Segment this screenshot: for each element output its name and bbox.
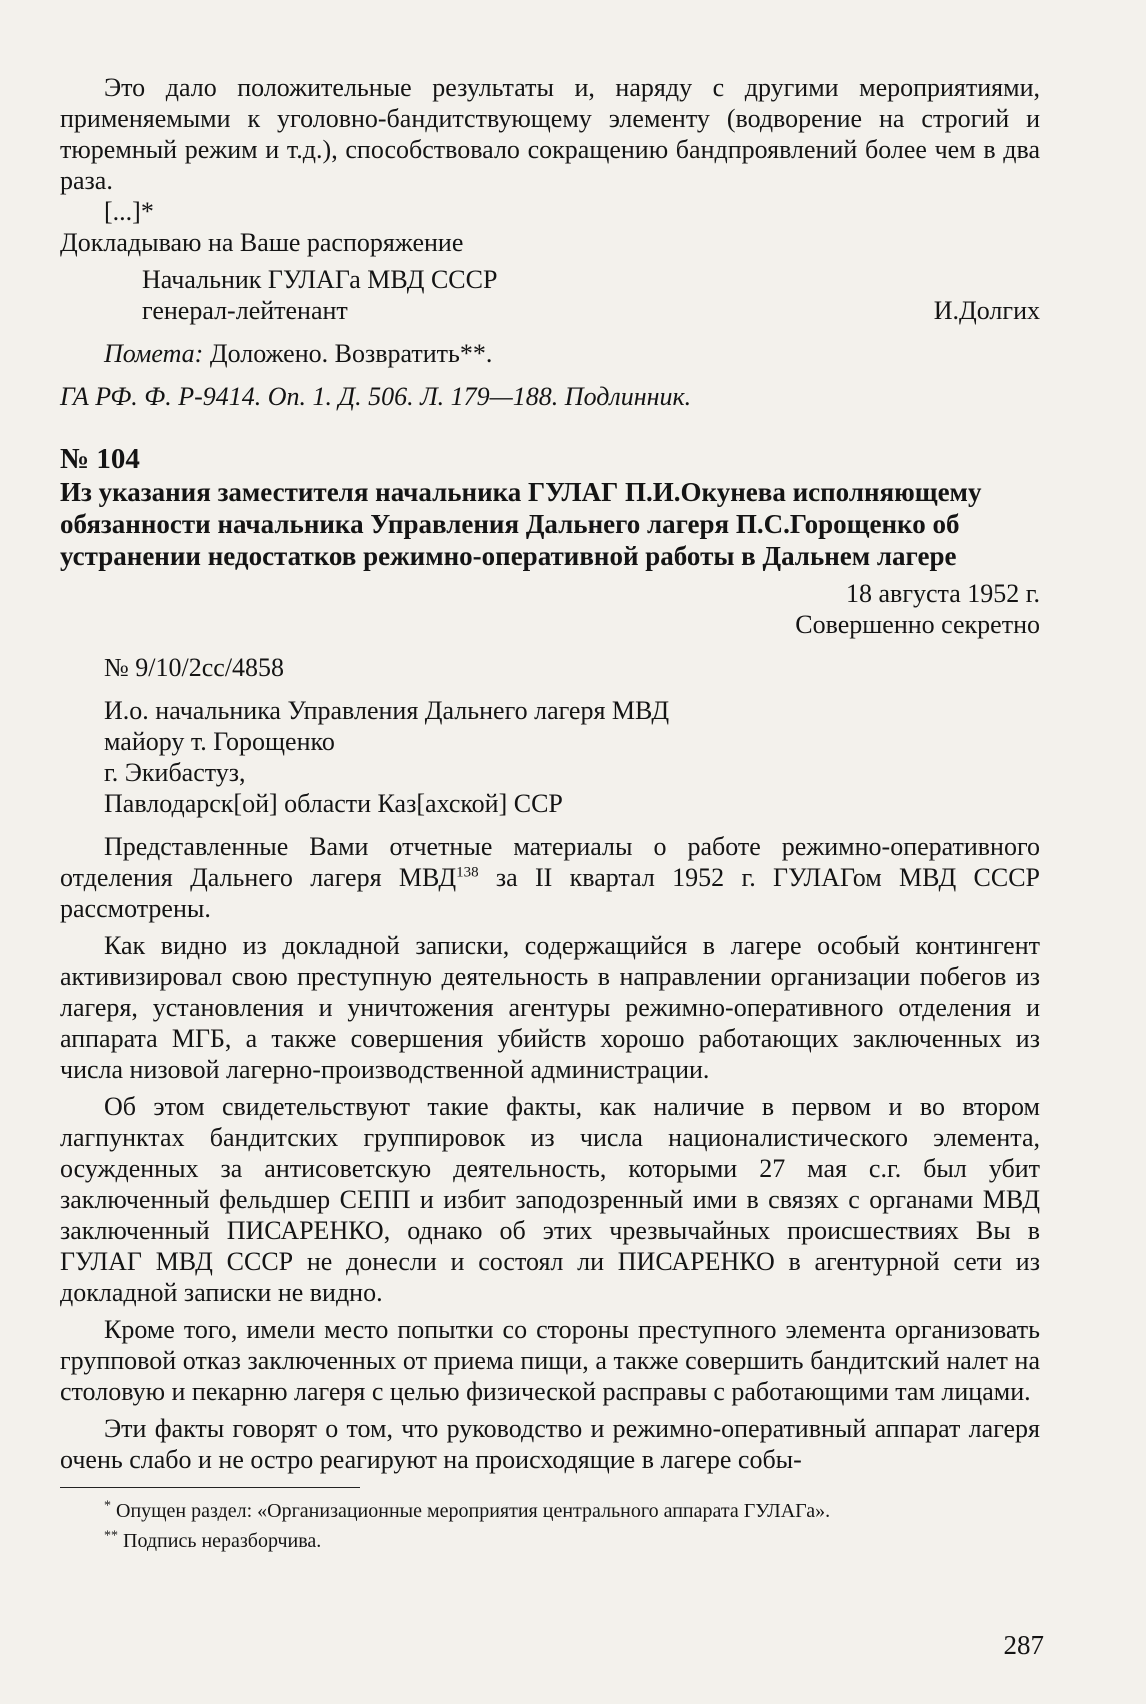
footnote-ref-138: 138 [456,864,479,881]
signer-name: И.Долгих [933,296,1040,325]
address-line: И.о. начальника Управления Дальнего лагеря МВД [104,696,670,725]
body-paragraph-1 [60,831,1040,924]
address-line: г. Экибастуз, [104,758,246,787]
reference-number: № 9/10/2сс/4858 [104,653,285,682]
page-number: 287 [1003,1630,1044,1660]
note-label: Помета: [104,339,204,368]
footnote-2-text: Подпись неразборчива. [118,1530,322,1552]
body-paragraph-2: Как видно из докладной записки, содержащийся в лагере особый контингент активизировал свою преступную деятельность в направлении организации побегов из лагеря, установления и уничтожения агентуры режимно-оперативного отделения и аппарата МГБ, а также совершения убийств хорошо работающих заключенных из числа низовой лагерно-производственной администрации. [60,931,1040,1084]
p1-text-a: Представленные Вами отчетные материалы о работе режимно-оперативного отделения Дальнего лагеря МВД [60,832,1040,892]
p1-text-b: за II квартал 1952 г. ГУЛАГом МВД СССР рассмотрены. [60,863,1040,923]
signer-title: Начальник ГУЛАГа МВД СССР [142,265,498,294]
intro-paragraph: Это дало положительные результаты и, наряду с другими мероприятиями, применяемыми к уголовно-бандитствующему элементу (водворение на строгий и тюремный режим и т.д.), способствовало сокращению бандпроявлений более чем в два раза. [60,73,1040,195]
address-line: майору т. Горощенко [104,727,335,756]
footnote-1-text: Опущен раздел: «Организационные мероприятия центрального аппарата ГУЛАГа». [111,1500,831,1522]
signature-line [60,295,1040,326]
address-block [60,695,1040,819]
omission-mark: [...]* [104,197,154,226]
secrecy-stamp: Совершенно секретно [795,610,1040,639]
document-date: 18 августа 1952 г. [846,579,1040,608]
footnote-divider [60,1487,360,1488]
body-paragraph-3: Об этом свидетельствуют такие факты, как наличие в первом и во втором лагпунктах бандитских группировок из числа националистического элемента, осужденных за антисоветскую деятельность, которыми 27 мая с.г. был убит заключенный фельдшер СЕПП и избит заподозренный ими в связях с органами МВД заключенный ПИСАРЕНКО, однако об этих чрезвычайных происшествиях Вы в ГУЛАГ МВД СССР не донесли и состоял ли ПИСАРЕНКО в агентурной сети из докладной записки не видно. [60,1092,1040,1307]
note-line [60,338,1040,369]
footnote-1-mark: * [104,1498,111,1514]
body-paragraph-4: Кроме того, имели место попытки со стороны преступного элемента организовать групповой отказ заключенных от приема пищи, а также совершить бандитский налет на столовую и пекарню лагеря с целью физической расправы с работающими там лицами. [60,1315,1040,1406]
report-line: Докладываю на Ваше распоряжение [60,228,464,257]
body-paragraph-5: Эти факты говорят о том, что руководство и режимно-оперативный аппарат лагеря очень слабо и не остро реагируют на происходящие в лагере собы- [60,1414,1040,1474]
footnote-1 [60,1496,1040,1526]
signer-rank: генерал-лейтенант [142,296,348,325]
note-text: Доложено. Возвратить**. [203,339,493,368]
footnote-2-mark: ** [104,1528,118,1544]
archive-reference: ГА РФ. Ф. Р-9414. Оп. 1. Д. 506. Л. 179—188. Подлинник. [60,382,692,411]
document-title: Из указания заместителя начальника ГУЛАГ П.И.Окунева исполняющему обязанности начальника Управления Дальнего лагеря П.С.Горощенко об устранении недостатков режимно-оперативной работы в Дальнем лагере [60,477,982,571]
document-number: № 104 [60,443,140,475]
address-line: Павлодарск[ой] области Каз[ахской] ССР [104,789,563,818]
document-page [60,72,1040,1556]
footnote-2 [60,1526,1040,1556]
